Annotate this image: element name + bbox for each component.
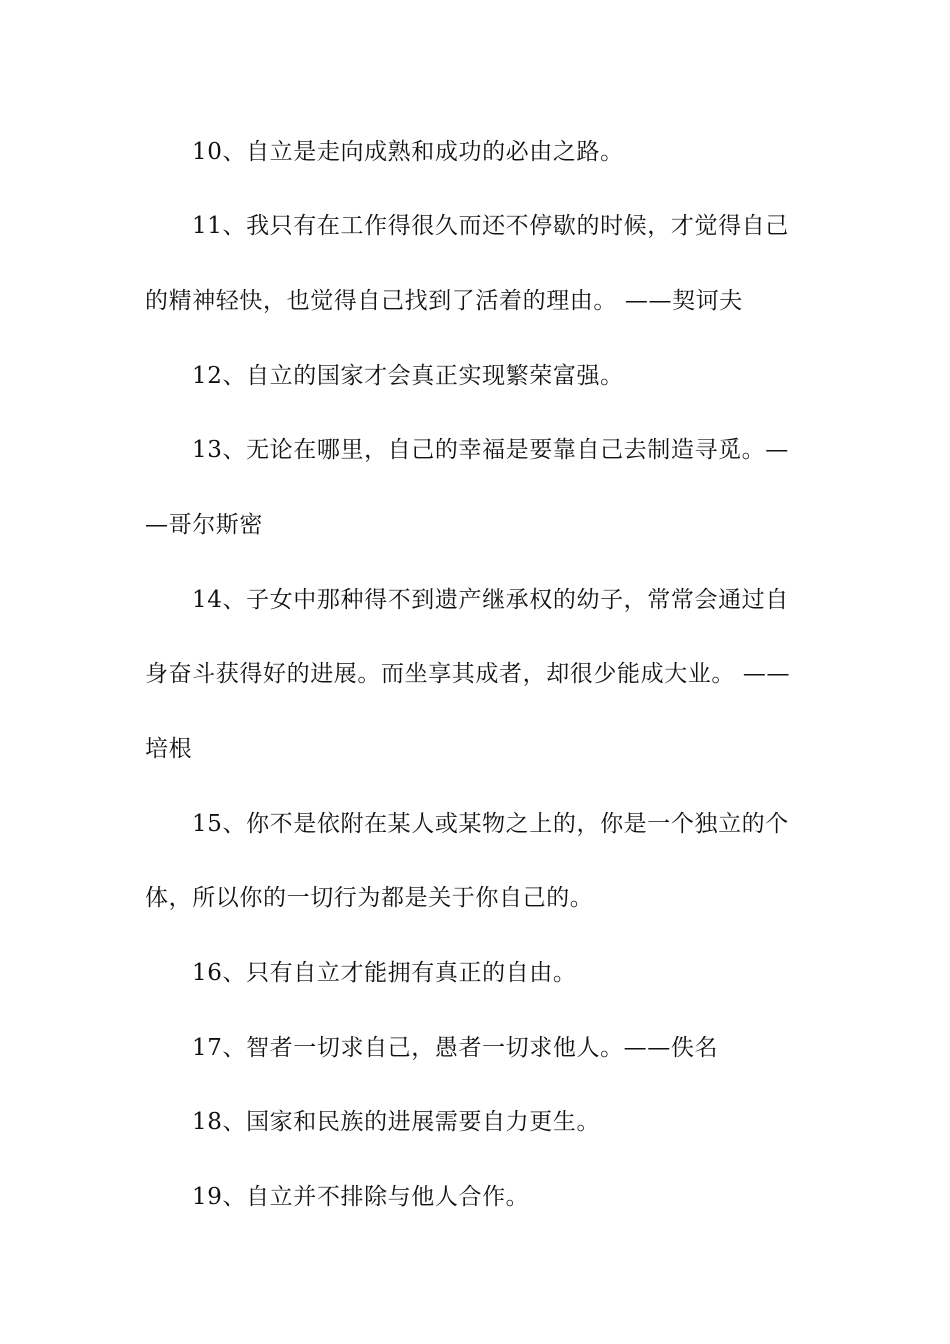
quote-11-line-1: 11、我只有在工作得很久而还不停歇的时候，才觉得自己 [192,213,789,239]
quote-16: 16、只有自立才能拥有真正的自由。 [192,960,577,986]
quote-13-line-2: —哥尔斯密 [145,512,263,538]
quote-18: 18、国家和民族的进展需要自力更生。 [192,1109,601,1135]
quote-15-line-1: 15、你不是依附在某人或某物之上的，你是一个独立的个 [192,811,789,837]
quote-19: 19、自立并不排除与他人合作。 [192,1184,530,1210]
quote-12: 12、自立的国家才会真正实现繁荣富强。 [192,363,624,389]
quote-14-line-1: 14、子女中那种得不到遗产继承权的幼子，常常会通过自 [192,587,789,613]
quote-14-line-2: 身奋斗获得好的进展。而坐享其成者，却很少能成大业。 —— [145,661,791,687]
quote-14-line-3: 培根 [145,736,193,762]
quote-11-line-2: 的精神轻快，也觉得自己找到了活着的理由。 ——契诃夫 [145,288,743,314]
quote-15-line-2: 体，所以你的一切行为都是关于你自己的。 [145,885,594,911]
quote-13-line-1: 13、无论在哪里，自己的幸福是要靠自己去制造寻觅。— [192,437,789,463]
quote-10: 10、自立是走向成熟和成功的必由之路。 [192,139,624,165]
quote-17: 17、智者一切求自己，愚者一切求他人。——佚名 [192,1035,719,1061]
